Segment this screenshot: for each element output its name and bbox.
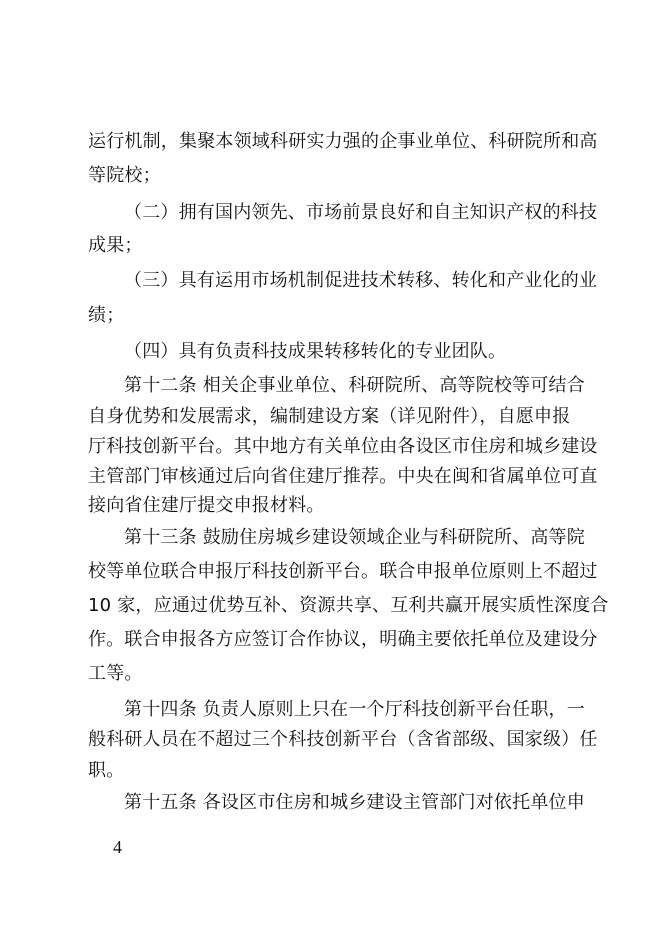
text-line-20: 职。 <box>88 760 125 781</box>
text-line-10: 厅科技创新平台。其中地方有关单位由各设区市住房和城乡建设 <box>88 436 598 457</box>
text-line-19: 般科研人员在不超过三个科技创新平台（含省部级、国家级）任 <box>88 729 598 750</box>
text-line-11: 主管部门审核通过后向省住建厅推荐。中央在闽和省属单位可直 <box>88 466 598 487</box>
text-line-9: 自身优势和发展需求，编制建设方案（详见附件），自愿申报 <box>88 406 571 427</box>
text-line-7: （四）具有负责科技成果转移转化的专业团队。 <box>124 341 507 362</box>
text-line-2: 等院校； <box>88 165 161 186</box>
text-line-4: 成果； <box>88 235 143 256</box>
text-line-16: 作。联合申报各方应签订合作协议，明确主要依托单位及建设分 <box>88 629 598 650</box>
text-line-14: 校等单位联合申报厅科技创新平台。联合申报单位原则上不超过 <box>88 561 598 582</box>
text-line-21: 第十五条 各设区市住房和城乡建设主管部门对依托单位申 <box>124 792 585 813</box>
text-line-6: 绩； <box>88 305 125 326</box>
text-line-1: 运行机制，集聚本领域科研实力强的企事业单位、科研院所和高 <box>88 131 598 152</box>
text-line-8: 第十二条 相关企事业单位、科研院所、高等院校等可结合 <box>124 375 585 396</box>
text-line-3: （二）拥有国内领先、市场前景良好和自主知识产权的科技 <box>124 202 598 223</box>
text-line-12: 接向省住建厅提交申报材料。 <box>88 495 325 516</box>
text-line-17: 工等。 <box>88 663 143 684</box>
text-line-13: 第十三条 鼓励住房城乡建设领域企业与科研院所、高等院 <box>124 527 585 548</box>
text-line-15: 10 家，应通过优势互补、资源共享、互利共赢开展实质性深度合 <box>88 595 609 616</box>
text-line-5: （三）具有运用市场机制促进技术转移、转化和产业化的业 <box>124 270 598 291</box>
page-number: 4 <box>113 837 122 857</box>
text-line-18: 第十四条 负责人原则上只在一个厅科技创新平台任职，一 <box>124 699 585 720</box>
